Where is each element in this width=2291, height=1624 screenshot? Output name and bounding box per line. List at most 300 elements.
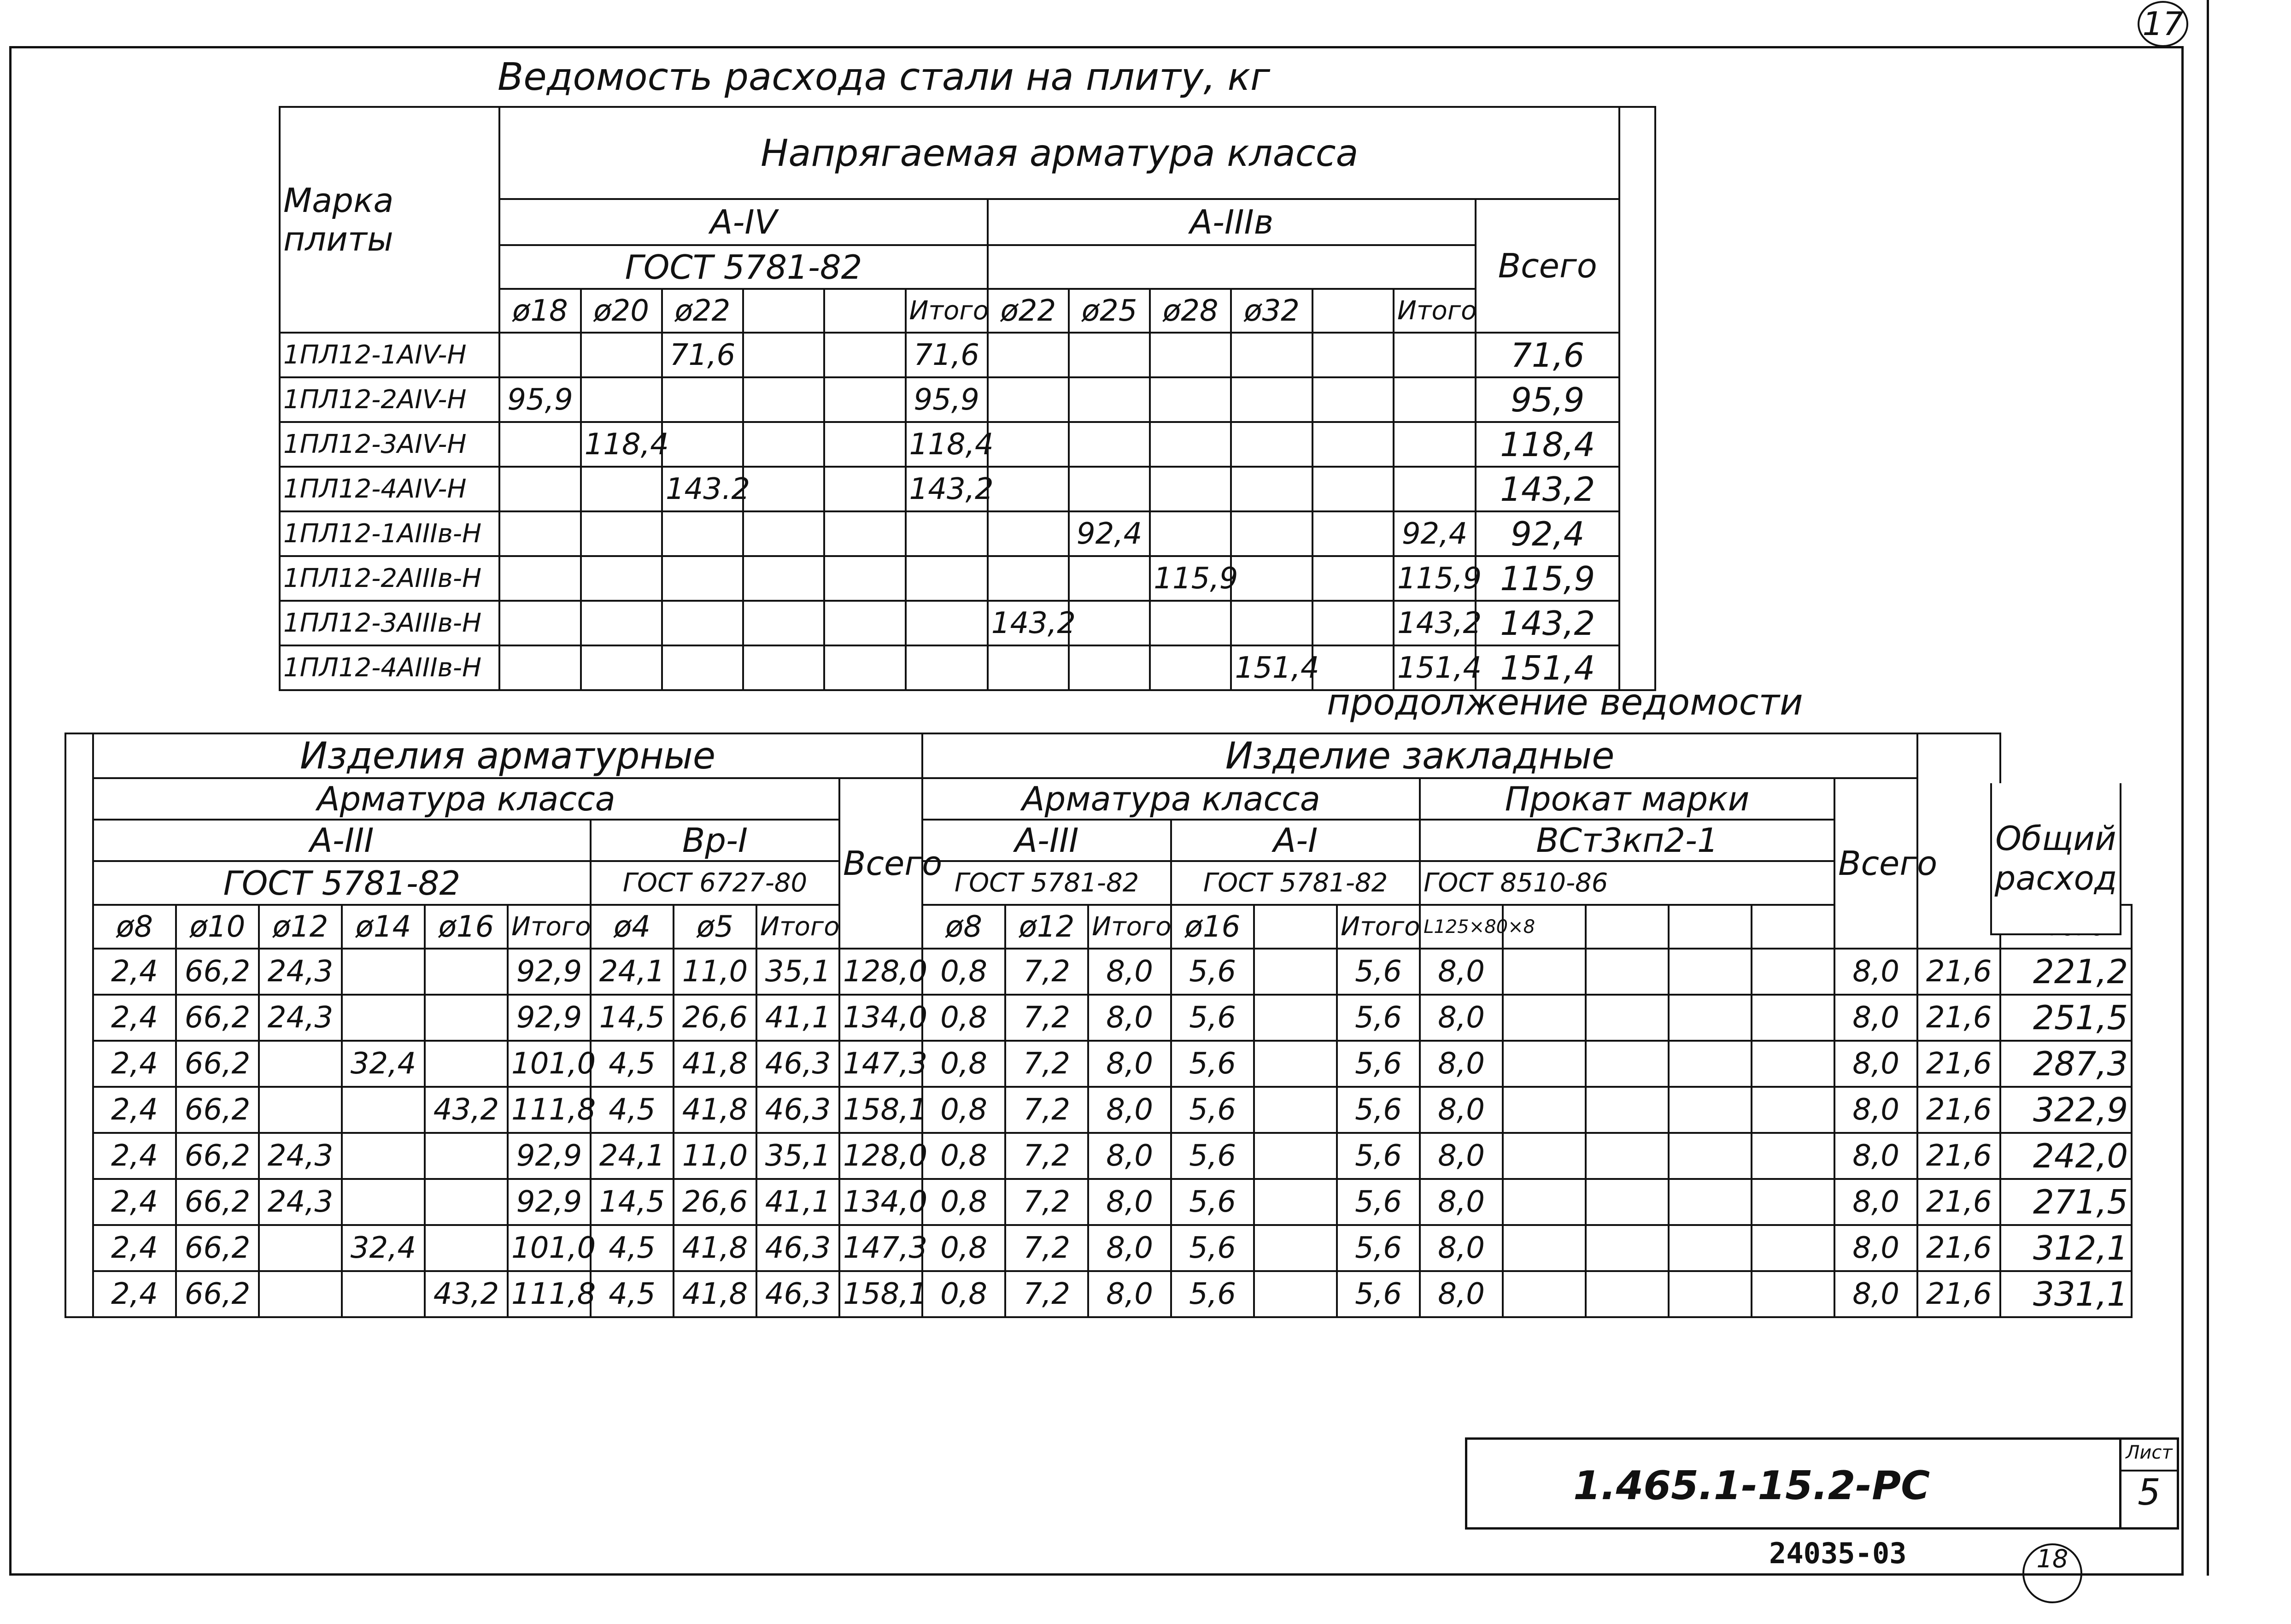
cell: 8,0	[1088, 1271, 1171, 1317]
rolled-grade: ВСт3кп2-1	[1420, 820, 1834, 861]
cell: 5,6	[1171, 1133, 1254, 1179]
cell: 21,6	[1917, 1133, 2000, 1179]
cell	[342, 1133, 425, 1179]
cell	[499, 467, 580, 511]
cell: 5,6	[1337, 1179, 1420, 1225]
cell: 8,0	[1088, 995, 1171, 1041]
cell	[743, 645, 824, 690]
cell	[342, 1179, 425, 1225]
table1-spare-column	[1619, 107, 1655, 690]
row-total: 95,9	[1476, 377, 1619, 422]
cell	[1069, 377, 1150, 422]
cell: 2,4	[93, 1133, 176, 1179]
cell	[1069, 422, 1150, 467]
cell	[581, 645, 662, 690]
cell	[581, 333, 662, 377]
bottom-page-circle	[2022, 1543, 2082, 1603]
cell: 2,4	[93, 995, 176, 1041]
cell: 26,6	[674, 995, 756, 1041]
cell	[1150, 422, 1231, 467]
table-row	[65, 995, 2132, 1041]
cell: 41,1	[756, 1179, 839, 1225]
cell: 4,5	[591, 1041, 674, 1087]
dia-header	[1669, 905, 1752, 949]
class-header-a4: А-IV	[499, 199, 987, 245]
cell	[1752, 1271, 1834, 1317]
cell: 21,6	[1917, 995, 2000, 1041]
cell: 35,1	[756, 1133, 839, 1179]
table-row	[65, 1087, 2132, 1133]
cell: 115,9	[1150, 556, 1231, 601]
cell	[1231, 511, 1312, 556]
cell: 41,8	[674, 1087, 756, 1133]
cell	[1394, 377, 1476, 422]
cell: 2,4	[93, 1041, 176, 1087]
cell	[1503, 1133, 1586, 1179]
cell	[988, 467, 1069, 511]
corner-page-number	[2138, 1, 2188, 47]
cell: 111,8	[508, 1087, 591, 1133]
overall-total: 312,1	[2000, 1225, 2132, 1271]
title-block	[1465, 1437, 2179, 1530]
cell	[1752, 995, 1834, 1041]
cell	[499, 511, 580, 556]
dia-header: ø5	[674, 905, 756, 949]
plate-mark: 1ПЛ12-1АIV-Н	[280, 333, 499, 377]
cell: 8,0	[1088, 1041, 1171, 1087]
cell	[1231, 333, 1312, 377]
cell: 7,2	[1005, 949, 1088, 995]
cell: 24,1	[591, 949, 674, 995]
cell: 92,4	[1394, 511, 1476, 556]
cell	[425, 1041, 508, 1087]
cell	[1503, 995, 1586, 1041]
cell: 95,9	[499, 377, 580, 422]
cell	[1752, 1041, 1834, 1087]
cell: 128,0	[839, 949, 922, 995]
cell	[342, 1271, 425, 1317]
cell	[824, 556, 905, 601]
cell: 158,1	[839, 1271, 922, 1317]
gost-header-vp1: ГОСТ 6727-80	[591, 861, 839, 905]
cell: 8,0	[1088, 1225, 1171, 1271]
cell: 7,2	[1005, 1179, 1088, 1225]
cell	[1254, 949, 1337, 995]
cell: 2,4	[93, 1271, 176, 1317]
cell	[499, 556, 580, 601]
dia-header: ø12	[259, 905, 342, 949]
class-header-a3: А-III	[93, 820, 591, 861]
cell	[1312, 511, 1394, 556]
cell: 151,4	[1394, 645, 1476, 690]
dia-header: ø20	[581, 289, 662, 333]
cell: 7,2	[1005, 1225, 1088, 1271]
cell	[1312, 422, 1394, 467]
cell: 66,2	[176, 1271, 259, 1317]
dia-header-subtotal: Итого	[1394, 289, 1476, 333]
dia-header	[1752, 905, 1834, 949]
dia-header: ø32	[1231, 289, 1312, 333]
dia-header: ø12	[1005, 905, 1088, 949]
cell: 7,2	[1005, 995, 1088, 1041]
cell	[662, 556, 743, 601]
cell	[581, 556, 662, 601]
cell: 46,3	[756, 1041, 839, 1087]
cell: 5,6	[1171, 1041, 1254, 1087]
cell	[988, 333, 1069, 377]
cell: 8,0	[1420, 1133, 1503, 1179]
plate-mark: 1ПЛ12-4АIIIв-Н	[280, 645, 499, 690]
cell	[988, 645, 1069, 690]
sheet-label: Лист	[2121, 1442, 2177, 1472]
cell	[581, 601, 662, 645]
cell	[259, 1041, 342, 1087]
plate-mark: 1ПЛ12-2АIIIв-Н	[280, 556, 499, 601]
dia-header: ø8	[922, 905, 1005, 949]
cell	[1586, 1179, 1669, 1225]
gost-header-rolled: ГОСТ 8510-86	[1420, 861, 1834, 905]
dia-header: ø16	[425, 905, 508, 949]
reinf-class-header: Арматура класса	[93, 778, 839, 820]
cell: 41,8	[674, 1041, 756, 1087]
cell	[988, 556, 1069, 601]
cell	[1312, 601, 1394, 645]
cell	[342, 949, 425, 995]
row-total: 118,4	[1476, 422, 1619, 467]
table-row	[280, 601, 1655, 645]
cell	[1150, 377, 1231, 422]
cell: 21,6	[1917, 1041, 2000, 1087]
gost-header-a3: ГОСТ 5781-82	[93, 861, 591, 905]
gost-header-a3v	[988, 245, 1476, 289]
cell: 8,0	[1420, 1271, 1503, 1317]
cell	[662, 377, 743, 422]
cell: 92,9	[508, 1179, 591, 1225]
cell: 5,6	[1171, 995, 1254, 1041]
cell: 21,6	[1917, 1179, 2000, 1225]
cell: 8,0	[1420, 995, 1503, 1041]
cell	[1394, 333, 1476, 377]
cell	[1669, 1179, 1752, 1225]
cell: 21,6	[1917, 1225, 2000, 1271]
plate-mark: 1ПЛ12-4АIV-Н	[280, 467, 499, 511]
row-total: 115,9	[1476, 556, 1619, 601]
cell: 14,5	[591, 1179, 674, 1225]
class-header-a1-embed: А-I	[1171, 820, 1420, 861]
table-row	[280, 377, 1655, 422]
binding-margin-line	[2207, 0, 2209, 1576]
cell	[1150, 333, 1231, 377]
cell: 4,5	[591, 1225, 674, 1271]
row-total: 151,4	[1476, 645, 1619, 690]
cell	[824, 645, 905, 690]
cell	[1503, 1041, 1586, 1087]
cell: 5,6	[1337, 1087, 1420, 1133]
col-header-total-reinf: Всего	[839, 778, 922, 949]
cell: 151,4	[1231, 645, 1312, 690]
cell: 0,8	[922, 1271, 1005, 1317]
overall-total: 242,0	[2000, 1133, 2132, 1179]
cell: 8,0	[1834, 995, 1917, 1041]
group-header-prestressed: Напрягаемая арматура класса	[499, 107, 1619, 199]
cell	[1254, 1225, 1337, 1271]
cell	[1669, 1225, 1752, 1271]
dia-header	[743, 289, 824, 333]
cell: 0,8	[922, 1179, 1005, 1225]
cell	[1150, 511, 1231, 556]
dia-header	[1312, 289, 1394, 333]
overall-total: 221,2	[2000, 949, 2132, 995]
cell	[1669, 1087, 1752, 1133]
cell	[1586, 1271, 1669, 1317]
cell: 8,0	[1420, 1179, 1503, 1225]
cell: 5,6	[1337, 995, 1420, 1041]
dia-header-subtotal: Итого	[756, 905, 839, 949]
row-total: 143,2	[1476, 467, 1619, 511]
cell: 24,3	[259, 995, 342, 1041]
cell: 2,4	[93, 1179, 176, 1225]
cell: 101,0	[508, 1041, 591, 1087]
cell: 8,0	[1088, 1133, 1171, 1179]
cell: 0,8	[922, 1041, 1005, 1087]
cell: 8,0	[1088, 949, 1171, 995]
cell: 95,9	[906, 377, 988, 422]
cell: 32,4	[342, 1041, 425, 1087]
cell	[1752, 1133, 1834, 1179]
cell	[1150, 467, 1231, 511]
cell: 0,8	[922, 1225, 1005, 1271]
cell: 143,2	[988, 601, 1069, 645]
cell	[743, 422, 824, 467]
corner-page-number-text: 17	[2142, 5, 2184, 43]
steel-usage-table	[279, 106, 1656, 691]
col-header-total-embed: Всего	[1834, 778, 1917, 949]
cell: 92,4	[1069, 511, 1150, 556]
cell	[662, 422, 743, 467]
cell: 66,2	[176, 1041, 259, 1087]
gost-header-a3-embed: ГОСТ 5781-82	[922, 861, 1171, 905]
cell	[1752, 1087, 1834, 1133]
cell: 11,0	[674, 1133, 756, 1179]
cell: 8,0	[1420, 949, 1503, 995]
class-header-vp1: Вр-I	[591, 820, 839, 861]
cell	[499, 422, 580, 467]
cell: 4,5	[591, 1271, 674, 1317]
cell: 21,6	[1917, 1271, 2000, 1317]
cell: 66,2	[176, 1087, 259, 1133]
cell	[743, 467, 824, 511]
cell	[342, 995, 425, 1041]
cell	[1669, 949, 1752, 995]
cell	[1231, 601, 1312, 645]
cell	[1069, 467, 1150, 511]
cell: 143,2	[1394, 601, 1476, 645]
sheet-number: 5	[2138, 1472, 2161, 1513]
cell: 71,6	[662, 333, 743, 377]
cell: 32,4	[342, 1225, 425, 1271]
cell	[425, 1225, 508, 1271]
cell: 4,5	[591, 1087, 674, 1133]
dia-header	[1254, 905, 1337, 949]
cell	[1503, 949, 1586, 995]
sheet-box	[2119, 1440, 2177, 1527]
cell: 0,8	[922, 1087, 1005, 1133]
cell: 21,6	[1917, 1087, 2000, 1133]
table-row	[280, 422, 1655, 467]
bottom-circle-text: 18	[2036, 1544, 2068, 1573]
dia-header	[824, 289, 905, 333]
cell: 7,2	[1005, 1087, 1088, 1133]
dia-header: ø28	[1150, 289, 1231, 333]
cell: 24,1	[591, 1133, 674, 1179]
dia-header: ø16	[1171, 905, 1254, 949]
dia-header: ø22	[988, 289, 1069, 333]
cell: 5,6	[1337, 949, 1420, 995]
dia-header: ø14	[342, 905, 425, 949]
cell	[1254, 1179, 1337, 1225]
cell	[743, 511, 824, 556]
cell: 8,0	[1088, 1087, 1171, 1133]
cell: 0,8	[922, 1133, 1005, 1179]
table-row	[65, 1225, 2132, 1271]
table-row	[280, 511, 1655, 556]
cell	[1669, 995, 1752, 1041]
cell: 5,6	[1171, 1271, 1254, 1317]
overall-total: 287,3	[2000, 1041, 2132, 1087]
table-row	[65, 1041, 2132, 1087]
table1-title: Ведомость расхода стали на плиту, кг	[498, 55, 1271, 99]
cell	[342, 1087, 425, 1133]
col-header-mark: Марка плиты	[280, 107, 499, 333]
cell: 8,0	[1420, 1041, 1503, 1087]
embed-class-header: Арматура класса	[922, 778, 1420, 820]
cell	[499, 333, 580, 377]
dia-header	[1586, 905, 1669, 949]
cell	[824, 467, 905, 511]
cell	[581, 511, 662, 556]
cell	[1231, 467, 1312, 511]
cell: 7,2	[1005, 1041, 1088, 1087]
overall-total: 322,9	[2000, 1087, 2132, 1133]
cell	[1150, 601, 1231, 645]
cell: 8,0	[1420, 1225, 1503, 1271]
class-header-a3-embed: А-III	[922, 820, 1171, 861]
cell	[1503, 1271, 1586, 1317]
cell: 66,2	[176, 1179, 259, 1225]
cell	[1394, 467, 1476, 511]
cell: 111,8	[508, 1271, 591, 1317]
cell	[1231, 556, 1312, 601]
cell: 8,0	[1420, 1087, 1503, 1133]
cell	[1586, 949, 1669, 995]
cell	[743, 556, 824, 601]
table-row	[65, 1271, 2132, 1317]
cell	[425, 1179, 508, 1225]
cell	[1312, 556, 1394, 601]
cell: 43,2	[425, 1271, 508, 1317]
table2-spare-column	[65, 733, 93, 1317]
cell: 143.2	[662, 467, 743, 511]
cell	[906, 556, 988, 601]
archive-number: 24035-03	[1769, 1536, 1907, 1570]
cell	[1150, 645, 1231, 690]
col-header-overall-text: Общий расход	[1994, 819, 2117, 897]
group-header-reinforcing-products: Изделия арматурные	[93, 733, 922, 778]
cell: 118,4	[581, 422, 662, 467]
cell: 66,2	[176, 949, 259, 995]
cell	[1254, 1041, 1337, 1087]
blank-header-cell	[1917, 733, 2000, 949]
overall-total: 331,1	[2000, 1271, 2132, 1317]
cell: 7,2	[1005, 1271, 1088, 1317]
cell	[1586, 1133, 1669, 1179]
cell: 26,6	[674, 1179, 756, 1225]
steel-usage-continuation-table	[64, 733, 2133, 1318]
table-row	[280, 467, 1655, 511]
table-row	[65, 949, 2132, 995]
cell: 8,0	[1834, 1041, 1917, 1087]
document-code: 1.465.1-15.2-РС	[1573, 1463, 1930, 1509]
cell: 2,4	[93, 1225, 176, 1271]
row-total: 143,2	[1476, 601, 1619, 645]
cell: 71,6	[906, 333, 988, 377]
cell: 8,0	[1834, 949, 1917, 995]
cell: 92,9	[508, 1133, 591, 1179]
cell: 24,3	[259, 1133, 342, 1179]
cell	[499, 645, 580, 690]
dia-header: L125×80×8	[1420, 905, 1503, 949]
continuation-label: продолжение ведомости	[1327, 682, 1803, 723]
cell: 8,0	[1834, 1225, 1917, 1271]
cell: 158,1	[839, 1087, 922, 1133]
cell	[1231, 377, 1312, 422]
cell	[743, 333, 824, 377]
cell	[1312, 377, 1394, 422]
cell	[259, 1271, 342, 1317]
table-row	[65, 1179, 2132, 1225]
cell	[1069, 601, 1150, 645]
cell: 46,3	[756, 1271, 839, 1317]
cell: 0,8	[922, 995, 1005, 1041]
cell	[1312, 333, 1394, 377]
cell: 5,6	[1337, 1271, 1420, 1317]
cell	[581, 467, 662, 511]
table-row	[280, 556, 1655, 601]
cell: 2,4	[93, 949, 176, 995]
cell	[906, 511, 988, 556]
overall-total: 251,5	[2000, 995, 2132, 1041]
cell	[1254, 1271, 1337, 1317]
cell	[1069, 556, 1150, 601]
overall-total: 271,5	[2000, 1179, 2132, 1225]
cell: 41,8	[674, 1271, 756, 1317]
cell	[743, 601, 824, 645]
cell	[1069, 645, 1150, 690]
cell	[1586, 995, 1669, 1041]
cell: 5,6	[1337, 1225, 1420, 1271]
cell	[824, 377, 905, 422]
cell: 43,2	[425, 1087, 508, 1133]
cell	[988, 377, 1069, 422]
plate-mark: 1ПЛ12-2АIV-Н	[280, 377, 499, 422]
cell	[259, 1087, 342, 1133]
cell: 8,0	[1834, 1133, 1917, 1179]
cell	[988, 422, 1069, 467]
cell: 41,8	[674, 1225, 756, 1271]
dia-header-subtotal: Итого	[1088, 905, 1171, 949]
cell	[824, 333, 905, 377]
cell	[906, 645, 988, 690]
